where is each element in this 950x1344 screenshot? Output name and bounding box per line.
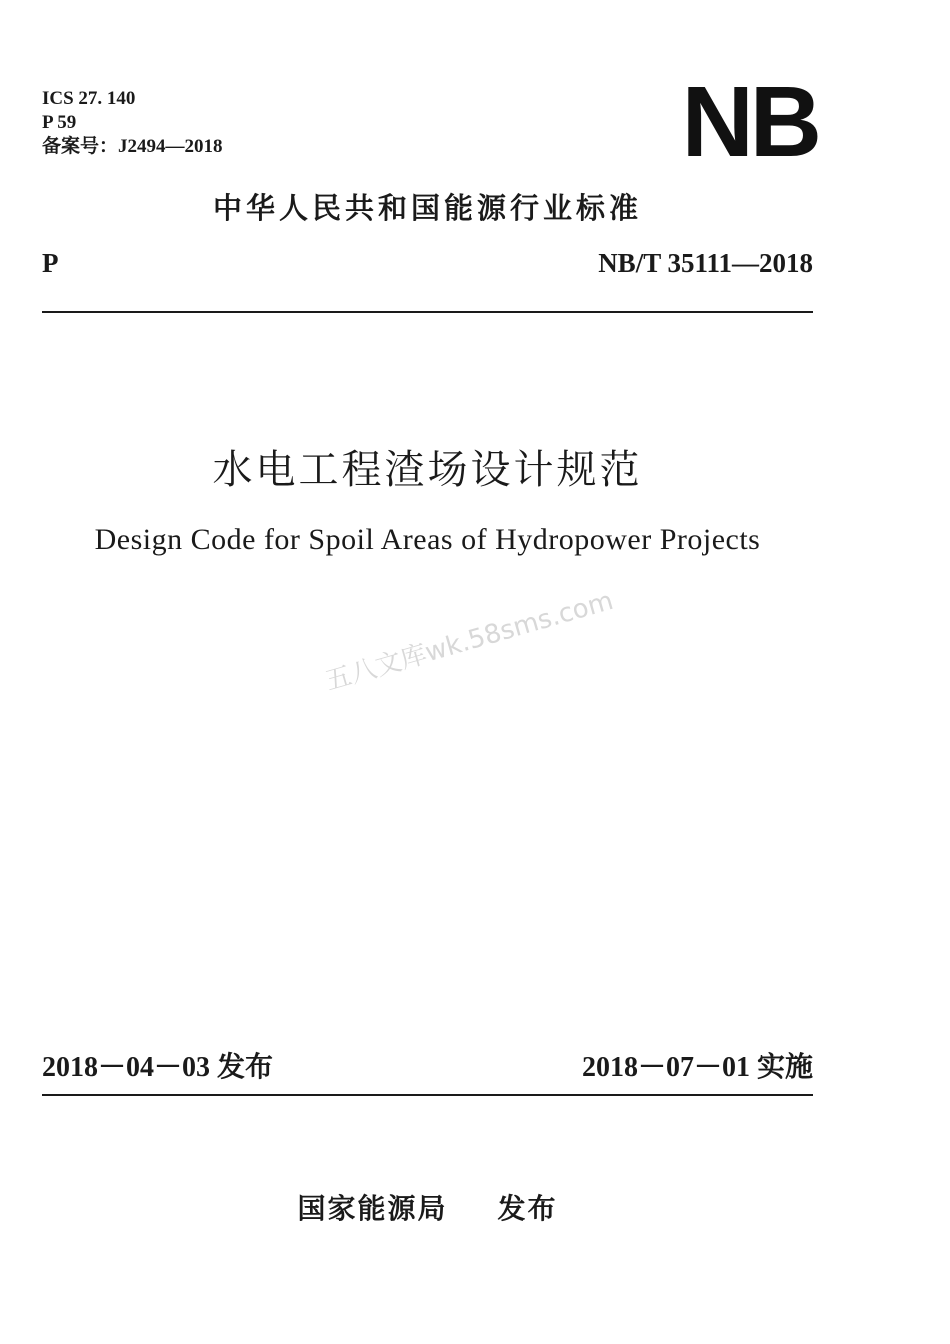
category-letter: P [42, 248, 59, 278]
document-title-chinese: 水电工程渣场设计规范 [212, 447, 643, 493]
bottom-divider [42, 1094, 813, 1096]
record-number: 备案号：J2494—2018 [42, 136, 223, 157]
standard-number: NB/T 35111—2018 [598, 248, 813, 278]
document-title-english: Design Code for Spoil Areas of Hydropower Projects [94, 523, 761, 556]
issuer-action: 发布 [497, 1192, 558, 1225]
classification-code: P 59 [42, 112, 77, 133]
watermark: 五八文库wk.58sms.com [322, 585, 617, 697]
standard-type-title: 中华人民共和国能源行业标准 [212, 191, 642, 225]
top-divider [42, 311, 813, 313]
nb-logo: NB [681, 66, 818, 178]
ics-code: ICS 27. 140 [42, 88, 136, 109]
issuer-name: 国家能源局 [297, 1192, 448, 1225]
publish-date: 2018－04－03 发布 [42, 1052, 274, 1083]
issuer-line [0, 1190, 855, 1228]
implementation-date: 2018－07－01 实施 [581, 1052, 813, 1083]
